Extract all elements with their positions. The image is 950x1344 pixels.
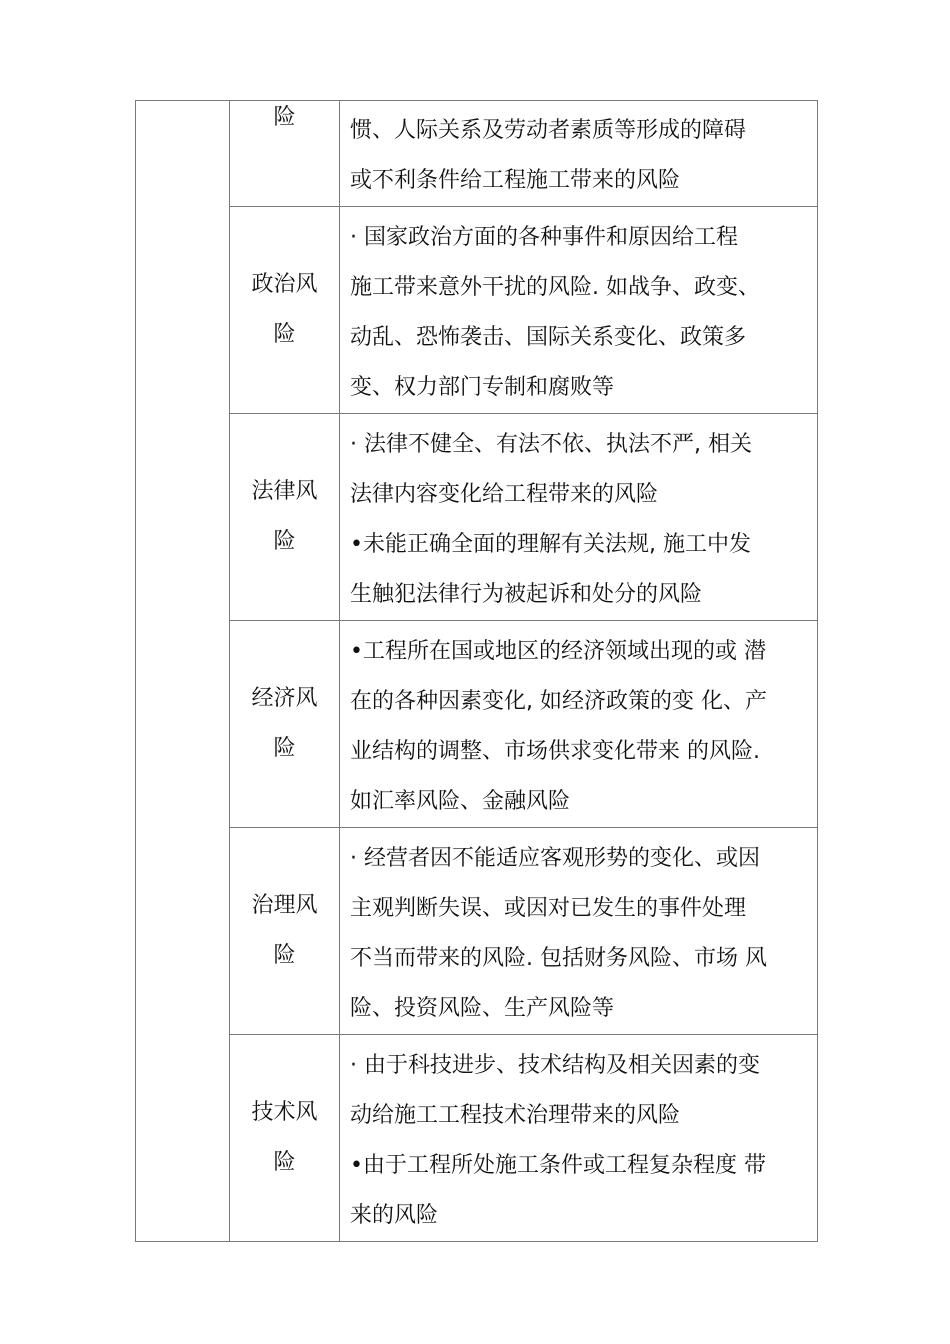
- table-row: [136, 101, 818, 207]
- description-line: 来的风险: [350, 1203, 439, 1228]
- table-row: [136, 1035, 818, 1242]
- risk-description-cell: [340, 1035, 818, 1242]
- risk-category-cell: [230, 1035, 340, 1242]
- description-line: •由于工程所处施工条件或工程复杂程度 带: [350, 1153, 766, 1178]
- risk-category-label: 险: [273, 1150, 296, 1175]
- description-line: 惯、人际关系及劳动者素质等形成的障碍: [350, 118, 747, 143]
- risk-category-label: 经济风: [251, 686, 318, 711]
- description-line: 险、投资风险、生产风险等: [350, 996, 615, 1021]
- risk-category-label: 险: [273, 736, 296, 761]
- description-line: 不当而带来的风险. 包括财务风险、市场 风: [350, 946, 767, 971]
- risk-category-cell: [230, 621, 340, 828]
- risk-category-label: 险: [273, 943, 296, 968]
- description-line: 变、权力部门专制和腐败等: [350, 375, 615, 400]
- description-line: 法律内容变化给工程带来的风险: [350, 482, 659, 507]
- description-line: · 国家政治方面的各种事件和原因给工程: [350, 225, 738, 250]
- description-line: 生触犯法律行为被起诉和处分的风险: [350, 582, 703, 607]
- risk-category-cell: [230, 828, 340, 1035]
- table-row: [136, 828, 818, 1035]
- description-line: 主观判断失误、或因对已发生的事件处理: [350, 896, 747, 921]
- description-line: 动给施工工程技术治理带来的风险: [350, 1103, 681, 1128]
- description-line: 如汇率风险、金融风险: [350, 789, 571, 814]
- risk-category-cell: [230, 414, 340, 621]
- description-line: · 经营者因不能适应客观形势的变化、或因: [350, 846, 760, 871]
- description-line: · 法律不健全、有法不依、执法不严, 相关: [350, 432, 752, 457]
- description-line: •工程所在国或地区的经济领域出现的或 潜: [350, 639, 766, 664]
- risk-category-label: 政治风: [251, 272, 318, 297]
- description-line: 在的各种因素变化, 如经济政策的变 化、产: [350, 689, 767, 714]
- description-line: 业结构的调整、市场供求变化带来 的风险.: [350, 739, 760, 764]
- risk-category-label: 险: [273, 105, 296, 130]
- risk-category-label: 险: [273, 529, 296, 554]
- risk-category-cell: [230, 207, 340, 414]
- description-line: 施工带来意外干扰的风险. 如战争、政变、: [350, 275, 760, 300]
- description-line: 或不利条件给工程施工带来的风险: [350, 168, 681, 193]
- risk-category-cell: [230, 101, 340, 207]
- risk-description-cell: [340, 101, 818, 207]
- table-row: [136, 621, 818, 828]
- description-line: •未能正确全面的理解有关法规, 施工中发: [350, 532, 751, 557]
- risk-description-cell: [340, 207, 818, 414]
- risk-description-cell: [340, 828, 818, 1035]
- risk-category-label: 治理风: [251, 893, 318, 918]
- risk-category-label: 险: [273, 322, 296, 347]
- description-line: 动乱、恐怖袭击、国际关系变化、政策多: [350, 325, 747, 350]
- description-line: · 由于科技进步、技术结构及相关因素的变: [350, 1053, 760, 1078]
- risk-description-cell: [340, 414, 818, 621]
- table-row: [136, 414, 818, 621]
- table-row: [136, 207, 818, 414]
- risk-table: [135, 100, 818, 1242]
- merged-left-cell: [136, 101, 230, 1242]
- risk-description-cell: [340, 621, 818, 828]
- risk-category-label: 技术风: [251, 1100, 318, 1125]
- risk-category-label: 法律风: [251, 479, 318, 504]
